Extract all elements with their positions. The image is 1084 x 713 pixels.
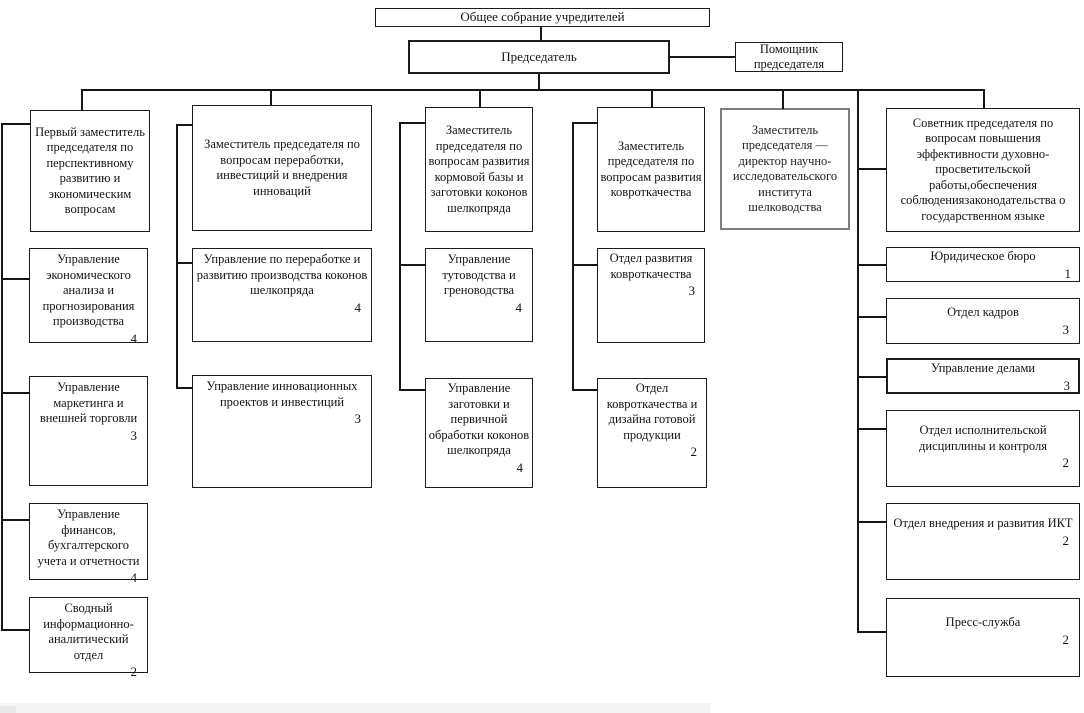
box-col6-child-3	[886, 410, 1080, 487]
connector-line	[857, 428, 887, 430]
dept-label: Отдел исполнительской дисциплины и контроля	[919, 423, 1047, 453]
connector-line	[857, 631, 887, 633]
staff-count: 2	[690, 444, 697, 459]
box-col1-child-0	[29, 248, 148, 346]
dept-label: Заместитель председателя — директор научно-исследовательского института шелководства	[732, 122, 838, 214]
box-col1-child-3	[29, 597, 148, 679]
connector-line	[538, 74, 540, 90]
box-chairman	[408, 40, 670, 74]
box-col6-child-1	[886, 298, 1080, 344]
box-col2-child-0	[192, 248, 372, 342]
staff-count: 2	[1062, 631, 1069, 647]
box-col4-child-1	[597, 378, 707, 488]
dept-label: Управление финансов, бухгалтерского учета и отчетности	[37, 507, 140, 568]
general-meeting-label: Общее собрание учредителей	[460, 9, 625, 25]
dept-label: Заместитель председателя по вопросам переработки, инвестиций и внедрения инноваций	[204, 137, 360, 198]
staff-count: 4	[130, 570, 137, 585]
dept-label: Управление заготовки и первичной обработки коконов шелкопряда	[428, 381, 530, 457]
connector-line	[572, 122, 598, 124]
dept-label: Управление экономического анализа и прогнозирования производства	[42, 252, 135, 328]
connector-line	[479, 89, 481, 108]
box-col5-institute	[720, 108, 850, 230]
connector-line	[572, 264, 598, 266]
connector-line	[572, 122, 574, 391]
connector-line	[176, 124, 178, 389]
connector-line	[1, 123, 31, 125]
connector-line	[176, 387, 193, 389]
dept-label: Заместитель председателя по вопросам развития ковроткачества	[600, 138, 702, 199]
box-col2-header	[192, 105, 372, 231]
staff-count: 3	[130, 427, 137, 443]
connector-line	[270, 89, 272, 106]
connector-line	[1, 629, 30, 631]
dept-label: Отдел кадров	[947, 305, 1019, 319]
box-col4-child-0	[597, 248, 705, 343]
staff-count: 4	[515, 299, 522, 315]
box-col2-child-1	[192, 375, 372, 488]
connector-line	[1, 392, 30, 394]
dept-label: Управление по переработке и развитию производства коконов шелкопряда	[196, 252, 368, 297]
connector-line	[857, 264, 887, 266]
box-col6-child-5	[886, 598, 1080, 677]
staff-count: 4	[354, 299, 361, 315]
box-col1-header	[30, 110, 150, 232]
connector-line	[857, 89, 859, 633]
staff-count: 3	[688, 283, 695, 298]
dept-label: Отдел развития ковроткачества	[609, 251, 693, 281]
connector-line	[1, 519, 30, 521]
box-col3-child-1	[425, 378, 533, 488]
connector-line	[857, 376, 887, 378]
staff-count: 4	[130, 330, 137, 346]
staff-count: 2	[130, 664, 137, 679]
connector-line	[857, 521, 887, 523]
box-col1-child-2	[29, 503, 148, 585]
connector-line	[1, 278, 30, 280]
staff-count: 3	[1063, 377, 1070, 393]
dept-label: Советник председателя по вопросам повышения эффективности духовно-просветительской работы,обеспечения соблюдениязаконодательства о государственном языке	[900, 115, 1066, 223]
connector-line	[399, 389, 426, 391]
connector-line	[1, 123, 3, 631]
box-chairman-assistant	[735, 42, 843, 72]
box-col6-child-0	[886, 247, 1080, 282]
box-general-meeting	[375, 8, 710, 27]
dept-label: Отдел внедрения и развития ИКТ	[893, 516, 1073, 530]
staff-count: 2	[1062, 455, 1069, 470]
connector-line	[176, 262, 193, 264]
connector-line	[572, 389, 598, 391]
box-col1-child-1	[29, 376, 148, 486]
dept-label: Пресс-служба	[945, 615, 1021, 629]
connector-line	[399, 122, 426, 124]
connector-line	[399, 122, 401, 391]
dept-label: Отдел ковроткачества и дизайна готовой продукции	[606, 381, 698, 442]
dept-label: Управление тутоводства и греноводства	[442, 252, 516, 297]
scan-artifact	[0, 706, 16, 713]
dept-label: Управление инновационных проектов и инвестиций	[206, 379, 358, 409]
assistant-label: Помощник председателя	[753, 41, 825, 71]
box-col3-header	[425, 107, 533, 232]
dept-label: Юридическое бюро	[930, 249, 1036, 263]
dept-label: Управление делами	[930, 361, 1036, 375]
connector-line	[81, 89, 83, 111]
box-col6-header	[886, 108, 1080, 232]
connector-line	[176, 124, 193, 126]
staff-count: 4	[516, 459, 523, 475]
connector-line	[857, 316, 887, 318]
connector-line	[651, 89, 653, 108]
connector-line	[857, 168, 887, 170]
chairman-label: Председатель	[501, 48, 577, 64]
box-col6-child-4	[886, 503, 1080, 580]
dept-label: Управление маркетинга и внешней торговли	[39, 380, 138, 425]
box-col3-child-0	[425, 248, 533, 342]
dept-label: Заместитель председателя по вопросам развития кормовой базы и заготовки коконов шелкопряда	[428, 123, 530, 215]
staff-count: 2	[1062, 532, 1069, 548]
staff-count: 3	[354, 411, 361, 426]
dept-label: Сводный информационно-аналитический отдел	[43, 601, 134, 662]
connector-line	[81, 89, 985, 91]
box-col6-child-2	[886, 358, 1080, 394]
staff-count: 3	[1062, 321, 1069, 337]
staff-count: 1	[1064, 265, 1071, 281]
connector-line	[782, 89, 784, 109]
connector-line	[540, 26, 542, 40]
connector-line	[668, 56, 735, 58]
dept-label: Первый заместитель председателя по перспективному развитию и экономическим вопросам	[35, 124, 145, 216]
scan-artifact	[0, 703, 710, 713]
connector-line	[399, 264, 426, 266]
box-col4-header	[597, 107, 705, 232]
connector-line	[983, 89, 985, 109]
